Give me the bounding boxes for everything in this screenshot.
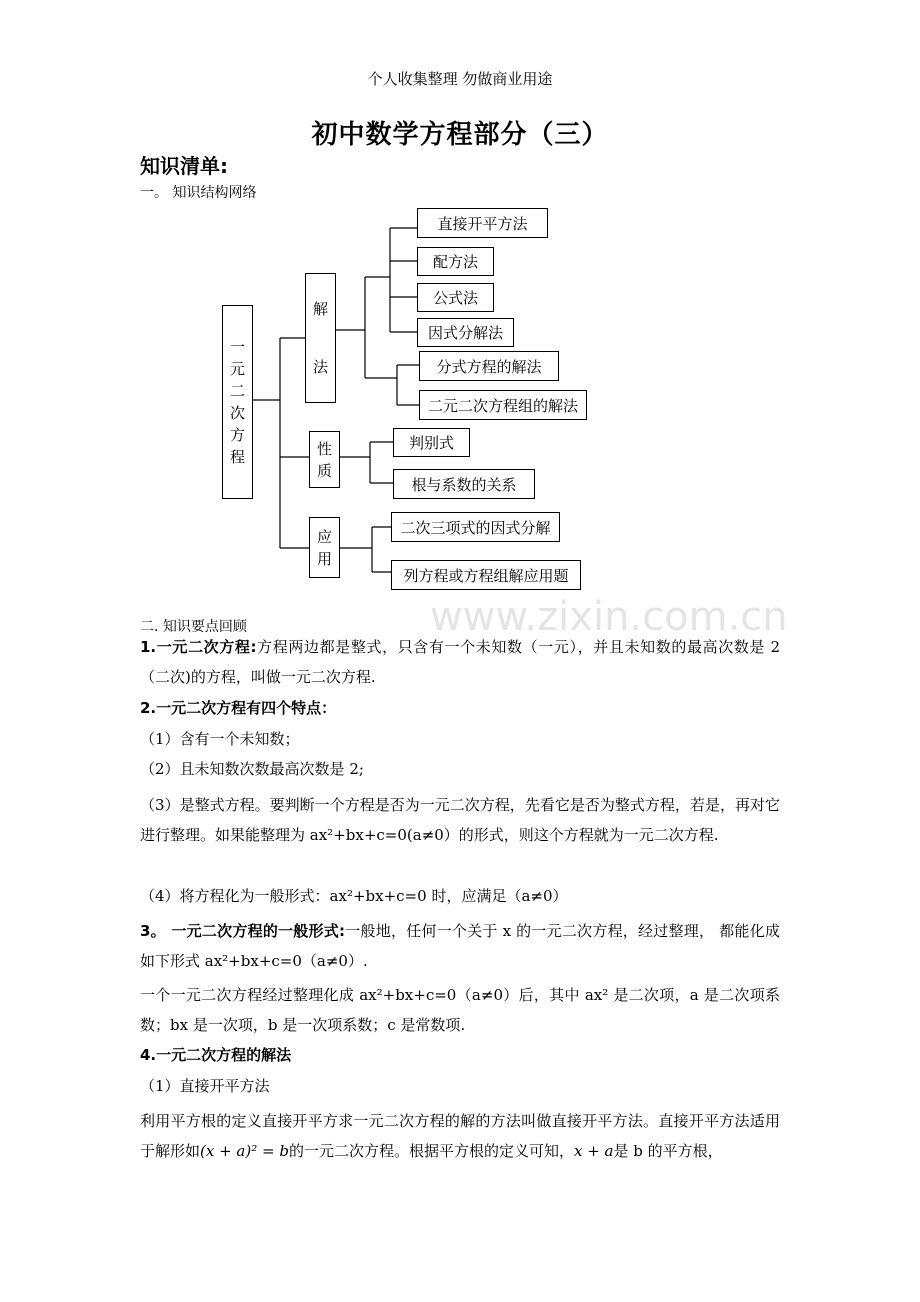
general-form-text: 一般地，任何一个关于 x 的一元二次方程，经过整理， 都能化成如下形式 ax²+bx+c=0（a≠0）. bbox=[140, 922, 780, 970]
paragraph-terms: 一个一元二次方程经过整理化成 ax²+bx+c=0（a≠0）后，其中 ax² 是二次项，a 是二次项系数；bx 是一次项，b 是一次项系数；c 是常数项. bbox=[140, 986, 780, 1034]
diagram-root-node: 一 元 二 次 方 程 bbox=[222, 305, 253, 499]
diagram-node-vieta-relation: 根与系数的关系 bbox=[393, 469, 535, 499]
method-1-heading: （1）直接开平方法 bbox=[140, 1077, 270, 1095]
diagram-node-direct-square-root: 直接开平方法 bbox=[417, 208, 548, 238]
diagram-node-properties: 性 质 bbox=[309, 431, 340, 488]
diagram-node-formula-method: 公式法 bbox=[417, 283, 494, 312]
general-form-label: 3。 一元二次方程的一般形式: bbox=[140, 922, 346, 940]
definition-text: 方程两边都是整式，只含有一个未知数（一元），并且未知数的最高次数是 2（二次)的方程，叫做一元二次方程. bbox=[140, 638, 780, 686]
definition-label: 1.一元二次方程: bbox=[140, 638, 257, 656]
section-2-heading: 二. 知识要点回顾 bbox=[140, 619, 247, 635]
diagram-node-word-problems: 列方程或方程组解应用题 bbox=[391, 560, 581, 590]
solutions-heading: 4.一元二次方程的解法 bbox=[140, 1046, 292, 1064]
diagram-node-discriminant: 判别式 bbox=[393, 428, 470, 457]
diagram-node-applications: 应 用 bbox=[309, 517, 340, 578]
feature-item-4: （4）将方程化为一般形式：ax²+bx+c=0 时，应满足（a≠0） bbox=[140, 887, 568, 905]
paragraph-definition bbox=[140, 632, 780, 692]
diagram-node-completing-square: 配方法 bbox=[417, 247, 494, 276]
page-title: 初中数学方程部分（三） bbox=[311, 120, 609, 150]
diagram-node-binary-quadratic-system: 二元二次方程组的解法 bbox=[419, 390, 587, 420]
page-header: 个人收集整理 勿做商业用途 bbox=[367, 70, 553, 88]
section-1-heading: 一。 知识结构网络 bbox=[140, 185, 257, 201]
feature-item-1: （1）含有一个未知数； bbox=[140, 730, 300, 748]
feature-item-3: （3）是整式方程。要判断一个方程是否为一元二次方程，先看它是否为整式方程，若是，再对它进行整理。如果能整理为 ax²+bx+c=0(a≠0）的形式，则这个方程就为一元二次方程. bbox=[140, 796, 780, 844]
paragraph-general-form bbox=[140, 916, 780, 976]
features-heading: 2.一元二次方程有四个特点： bbox=[140, 699, 337, 717]
diagram-node-solve-methods: 解 法 bbox=[305, 273, 336, 403]
watermark: www.zixin.com.cn bbox=[430, 594, 788, 640]
diagram-node-trinomial-factoring: 二次三项式的因式分解 bbox=[391, 512, 560, 542]
feature-item-2: （2）且未知数次数最高次数是 2; bbox=[140, 760, 364, 778]
diagram-node-fractional-equation: 分式方程的解法 bbox=[419, 351, 559, 381]
paragraph-direct-square-root: 利用平方根的定义直接开平方求一元二次方程的解的方法叫做直接开平方法。直接开平方法适用于解形如(x + a)² = b的一元二次方程。根据平方根的定义可知，x + a是 b 的平方根， bbox=[140, 1112, 780, 1160]
knowledge-list-heading: 知识清单: bbox=[140, 154, 228, 178]
diagram-node-factorization: 因式分解法 bbox=[417, 318, 514, 347]
formula-square: (x + a)² = b bbox=[200, 1142, 289, 1160]
formula-x-plus-a: x + a bbox=[573, 1142, 614, 1160]
